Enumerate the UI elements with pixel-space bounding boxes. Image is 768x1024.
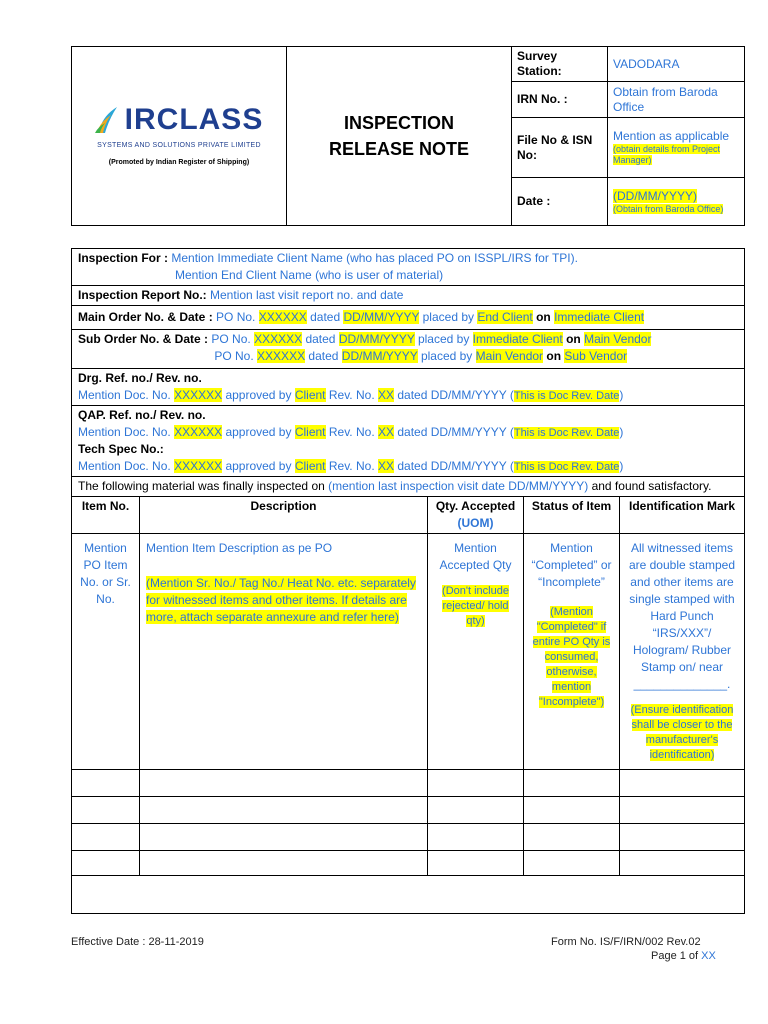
main-order-label: Main Order No. & Date : bbox=[78, 310, 213, 324]
rev-no-text: Rev. No. bbox=[328, 425, 375, 439]
effective-date: Effective Date : 28-11-2019 bbox=[71, 936, 204, 948]
table-row bbox=[72, 770, 745, 797]
file-isn-label: File No & ISN No: bbox=[512, 118, 608, 178]
survey-station-label: Survey Station: bbox=[512, 47, 608, 82]
doc-number-placeholder: XXXXXX bbox=[174, 388, 223, 402]
approved-by-text: approved by bbox=[225, 388, 292, 402]
col-header-identification: Identification Mark bbox=[620, 497, 745, 534]
qty-note: (Don't include rejected/ hold qty) bbox=[442, 585, 509, 627]
main-order-row bbox=[72, 306, 745, 330]
dated-text: dated bbox=[305, 332, 336, 346]
drawing-ref-row bbox=[72, 369, 745, 406]
doc-number-placeholder: XXXXXX bbox=[174, 459, 223, 473]
inspection-for-label: Inspection For : bbox=[78, 251, 168, 265]
rev-no-text: Rev. No. bbox=[328, 388, 375, 402]
inspection-statement-suffix: and found satisfactory. bbox=[591, 479, 712, 493]
sub-order-row bbox=[72, 330, 745, 369]
table-row bbox=[72, 824, 745, 851]
date-placeholder: DD/MM/YYYY bbox=[341, 349, 418, 363]
form-number: Form No. IS/F/IRN/002 Rev.02 bbox=[551, 936, 701, 948]
sub-order-label: Sub Order No. & Date : bbox=[78, 332, 209, 346]
col-header-qty-label: Qty. Accepted bbox=[435, 499, 516, 513]
irn-value: Obtain from Baroda Office bbox=[608, 82, 745, 118]
dated-text: dated bbox=[310, 310, 341, 324]
date-label: Date : bbox=[512, 178, 608, 226]
po-no-text: PO No. bbox=[211, 332, 251, 346]
col-header-status: Status of Item bbox=[524, 497, 620, 534]
table-row bbox=[72, 851, 745, 876]
po-no-text: PO No. bbox=[214, 349, 254, 363]
inspection-date-mention: (mention last inspection visit date DD/MM/YYYY) bbox=[328, 479, 589, 493]
qap-tech-spec-row bbox=[72, 406, 745, 477]
sub-vendor-text: Sub Vendor bbox=[564, 349, 628, 363]
qap-ref-label: QAP. Ref. no./ Rev. no. bbox=[78, 408, 206, 422]
inspection-report-row bbox=[72, 286, 745, 306]
status-text: Mention “Completed” or “Incomplete” bbox=[531, 541, 612, 589]
close-paren: ) bbox=[619, 459, 624, 473]
dated-text: dated bbox=[308, 349, 339, 363]
main-vendor-text: Main Vendor bbox=[475, 349, 544, 363]
tech-spec-label: Tech Spec No.: bbox=[78, 442, 164, 456]
date-value: (DD/MM/YYYY) bbox=[613, 188, 697, 203]
page-prefix: Page 1 of bbox=[651, 950, 699, 962]
placed-by-text: placed by bbox=[417, 332, 470, 346]
doc-number-placeholder: XXXXXX bbox=[174, 425, 223, 439]
title-cell bbox=[287, 47, 512, 226]
client-text: Client bbox=[294, 425, 326, 439]
col-header-qty bbox=[428, 497, 524, 534]
document-title-line2: RELEASE NOTE bbox=[328, 139, 470, 159]
rev-no-text: Rev. No. bbox=[328, 459, 375, 473]
header-table bbox=[71, 46, 745, 226]
inspection-report-label: Inspection Report No.: bbox=[78, 288, 207, 302]
mention-doc-text: Mention Doc. No. bbox=[78, 388, 171, 402]
identification-cell bbox=[620, 534, 745, 770]
rev-placeholder: XX bbox=[378, 388, 395, 402]
close-paren: ) bbox=[619, 425, 624, 439]
date-placeholder: DD/MM/YYYY bbox=[338, 332, 415, 346]
immediate-client-text: Immediate Client bbox=[472, 332, 563, 346]
rev-placeholder: XX bbox=[378, 425, 395, 439]
on-text: on bbox=[536, 310, 551, 324]
identification-text: All witnessed items are double stamped and other items are single stamped with Hard Punch “IRS/XXX”/ Hologram/ Rubber Stamp on/ near ______________. bbox=[628, 541, 736, 691]
client-text: Client bbox=[294, 459, 326, 473]
identification-note: (Ensure identification shall be closer to the manufacturer's identification) bbox=[630, 704, 734, 761]
description-cell bbox=[140, 534, 428, 770]
table-row bbox=[72, 797, 745, 824]
page-number bbox=[651, 950, 716, 962]
irclass-logo-icon bbox=[95, 103, 125, 137]
doc-rev-note: This is Doc Rev. Date bbox=[513, 390, 620, 402]
on-text: on bbox=[566, 332, 581, 346]
inspection-statement-prefix: The following material was finally inspected on bbox=[78, 479, 325, 493]
placed-by-text: placed by bbox=[422, 310, 474, 324]
client-text: Client bbox=[294, 388, 326, 402]
po-number-placeholder: XXXXXX bbox=[257, 349, 306, 363]
col-header-item-no: Item No. bbox=[72, 497, 140, 534]
mention-doc-text: Mention Doc. No. bbox=[78, 425, 171, 439]
main-vendor-text: Main Vendor bbox=[584, 332, 652, 346]
date-note: (Obtain from Baroda Office) bbox=[613, 203, 724, 214]
placed-by-text: placed by bbox=[420, 349, 473, 363]
logo-tagline: (Promoted by Indian Register of Shipping) bbox=[108, 158, 250, 166]
item-no-cell: Mention PO Item No. or Sr. No. bbox=[72, 534, 140, 770]
irn-label: IRN No. : bbox=[512, 82, 608, 118]
date-cell bbox=[608, 178, 745, 226]
file-isn-note: (obtain details from Project Manager) bbox=[613, 144, 721, 165]
date-placeholder: DD/MM/YYYY bbox=[343, 310, 420, 324]
on-text: on bbox=[546, 349, 562, 363]
inspection-statement-row bbox=[72, 477, 745, 497]
po-number-placeholder: XXXXXX bbox=[258, 310, 307, 324]
approved-by-text: approved by bbox=[225, 425, 292, 439]
dated-date-text: dated DD/MM/YYYY ( bbox=[397, 388, 514, 402]
inspection-form-table bbox=[71, 248, 745, 914]
qty-cell bbox=[428, 534, 524, 770]
doc-rev-note: This is Doc Rev. Date bbox=[513, 427, 620, 439]
survey-station-value: VADODARA bbox=[608, 47, 745, 82]
document-title-line1: INSPECTION bbox=[343, 113, 454, 133]
logo-subtitle: SYSTEMS AND SOLUTIONS PRIVATE LIMITED bbox=[97, 141, 261, 149]
col-header-description: Description bbox=[140, 497, 428, 534]
status-note: (Mention "Completed" if entire PO Qty is consumed, otherwise, mention "Incomplete") bbox=[532, 606, 611, 708]
rev-placeholder: XX bbox=[378, 459, 395, 473]
file-isn-cell bbox=[608, 118, 745, 178]
mention-doc-text: Mention Doc. No. bbox=[78, 459, 171, 473]
description-note: (Mention Sr. No./ Tag No./ Heat No. etc. separately for witnessed items and other items. If details are more, attach separate annexure and refer here) bbox=[146, 576, 416, 624]
inspection-for-line1: Mention Immediate Client Name (who has placed PO on ISSPL/IRS for TPI). bbox=[171, 251, 578, 265]
po-no-text: PO No. bbox=[216, 310, 256, 324]
inspection-report-value: Mention last visit report no. and date bbox=[210, 288, 404, 302]
logo-cell bbox=[72, 47, 287, 226]
doc-rev-note: This is Doc Rev. Date bbox=[513, 461, 620, 473]
inspection-for-row bbox=[72, 249, 745, 286]
dated-date-text: dated DD/MM/YYYY ( bbox=[397, 459, 514, 473]
immediate-client-text: Immediate Client bbox=[554, 310, 645, 324]
status-cell bbox=[524, 534, 620, 770]
logo-brand: IRCLASS bbox=[124, 102, 264, 136]
dated-date-text: dated DD/MM/YYYY ( bbox=[397, 425, 514, 439]
col-header-qty-uom: (UOM) bbox=[457, 516, 494, 530]
po-number-placeholder: XXXXXX bbox=[254, 332, 303, 346]
qty-text: Mention Accepted Qty bbox=[439, 541, 512, 572]
end-client-text: End Client bbox=[477, 310, 533, 324]
description-text: Mention Item Description as pe PO bbox=[146, 541, 333, 555]
file-isn-value: Mention as applicable bbox=[613, 129, 730, 143]
drawing-ref-label: Drg. Ref. no./ Rev. no. bbox=[78, 371, 202, 385]
close-paren: ) bbox=[619, 388, 624, 402]
inspection-for-line2: Mention End Client Name (who is user of material) bbox=[175, 268, 444, 282]
table-footer-row bbox=[72, 876, 745, 914]
approved-by-text: approved by bbox=[225, 459, 292, 473]
page-total: XX bbox=[701, 950, 716, 962]
